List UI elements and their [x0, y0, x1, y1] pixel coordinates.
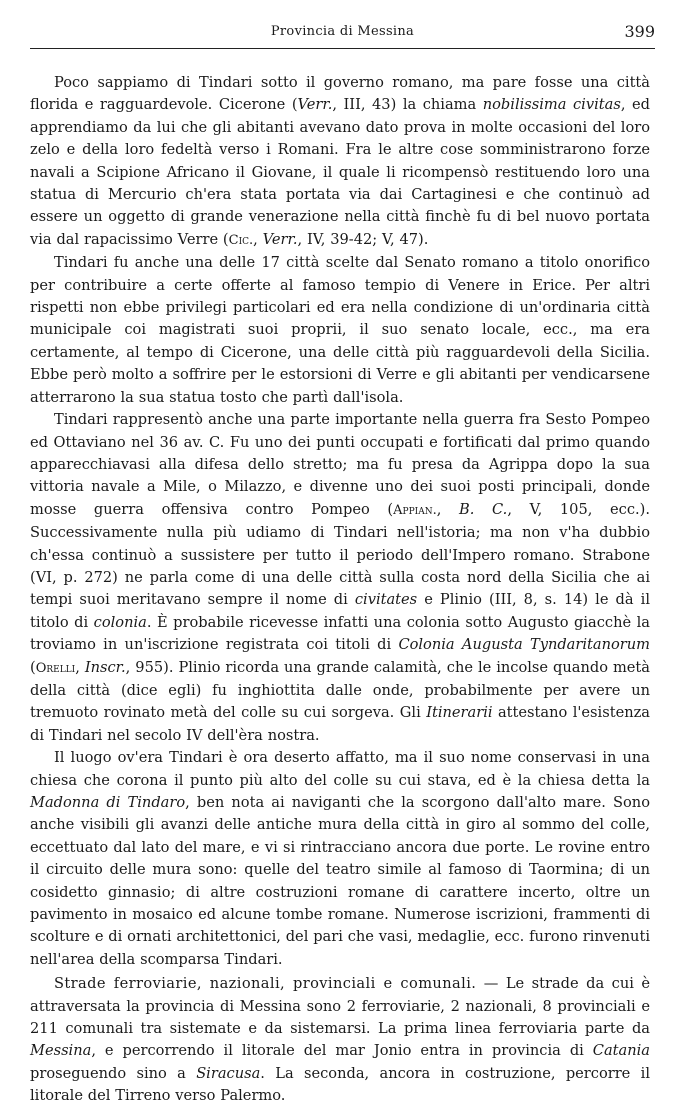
page-body: [30, 72, 650, 1108]
paragraph: Poco sappiamo di Tindari sotto il governo romano, ma pare fosse una città florida e ragguardevole. Cicerone (Verr., III, 43) la chiama nobilissima civitas, ed apprendiamo da lui che gli abitanti avevano dato prova in molte occasioni del loro zelo e della loro fedeltà verso i Romani. Fra le altre cose somministrarono forze navali a Scipione Africano il Giovane, il quale li ricompensò restituendo loro una statua di Mercurio ch'era stata portata via dai Cartaginesi e che continuò ad essere un oggetto di grande venerazione nella città finchè fu di bel nuovo portata via dal rapacissimo Verre (Cic., Verr., IV, 39-42; V, 47).: [30, 74, 650, 248]
page-number: 399: [624, 22, 655, 41]
section-paragraph: Strade ferroviarie, nazionali, provinciali e comunali. — Le strade da cui è attraversata la provincia di Messina sono 2 ferroviarie, 2 nazionali, 8 provinciali e 211 comunali tra sistemate e da sistemarsi. La prima linea ferroviaria parte da Messina, e percorrendo il litorale del mar Jonio entra in provincia di Catania proseguendo sino a Siracusa. La seconda, ancora in costruzione, percorre il litorale del Tirreno verso Palermo.: [30, 975, 650, 1105]
running-title: Provincia di Messina: [270, 24, 415, 39]
paragraph: Tindari fu anche una delle 17 città scelte dal Senato romano a titolo onorifico per contribuire a certe offerte al famoso tempio di Venere in Erice. Per altri rispetti non ebbe privilegi particolari ed era nella condizione di un'ordinaria città municipale coi magistrati suoi proprii, il suo senato locale, ecc., ma era certamente, al tempo di Cicerone, una delle città più ragguardevoli della Sicilia. Ebbe però molto a soffrire per le estorsioni di Verre e gli abitanti per vendicarsene atterrarono la sua statua tosto che partì dall'isola.: [30, 254, 650, 406]
paragraph: Tindari rappresentò anche una parte importante nella guerra fra Sesto Pompeo ed Ottaviano nel 36 av. C. Fu uno dei punti occupati e fortificati dal primo quando apparecchiavasi alla difesa dello stretto; ma fu presa da Agrippa dopo la sua vittoria navale a Mile, o Milazzo, e divenne uno dei suoi posti principali, donde mosse guerra offensiva contro Pompeo (Appian., B. C., V, 105, ecc.). Successivamente nulla più udiamo di Tindari nell'istoria; ma non v'ha dubbio ch'essa continuò a sussistere per tutto il periodo dell'Impero romano. Strabone (VI, p. 272) ne parla come di una delle città sulla costa nord della Sicilia che ai tempi suoi meritavano sempre il nome di civitates e Plinio (III, 8, s. 14) le dà il titolo di colonia. È probabile ricevesse infatti una colonia sotto Augusto giacchè la troviamo in un'iscrizione registrata coi titoli di Colonia Augusta Tyndaritanorum (Orelli, Inscr., 955). Plinio ricorda una grande calamità, che le incolse quando metà della città (dice egli) fu inghiottita dalle onde, probabilmente per avere un tremuoto rovinato metà del colle su cui sorgeva. Gli Itinerarii attestano l'esistenza di Tindari nel secolo IV dell'èra nostra.: [30, 411, 650, 744]
page-header: [30, 18, 655, 49]
section-heading: Strade ferroviarie, nazionali, provinciali e comunali.: [54, 975, 477, 993]
paragraph: Il luogo ov'era Tindari è ora deserto affatto, ma il suo nome conservasi in una chiesa che corona il punto più alto del colle su cui stava, ed è la chiesa detta la Madonna di Tindaro, ben nota ai naviganti che la scorgono dall'alto mare. Sono anche visibili gli avanzi delle antiche mura della città in giro al sommo del colle, eccettuato dal lato del mare, e vi si rintracciano ancora due porte. Le rovine entro il circuito delle mura sono: quelle del teatro simile al famoso di Taormina; di un cosidetto ginnasio; di altre costruzioni romane di carattere incerto, oltre un pavimento in mosaico ed alcune tombe romane. Numerose iscrizioni, frammenti di scolture e di ornati architettonici, del pari che vasi, medaglie, ecc. furono rinvenuti nell'area della scomparsa Tindari.: [30, 749, 650, 968]
